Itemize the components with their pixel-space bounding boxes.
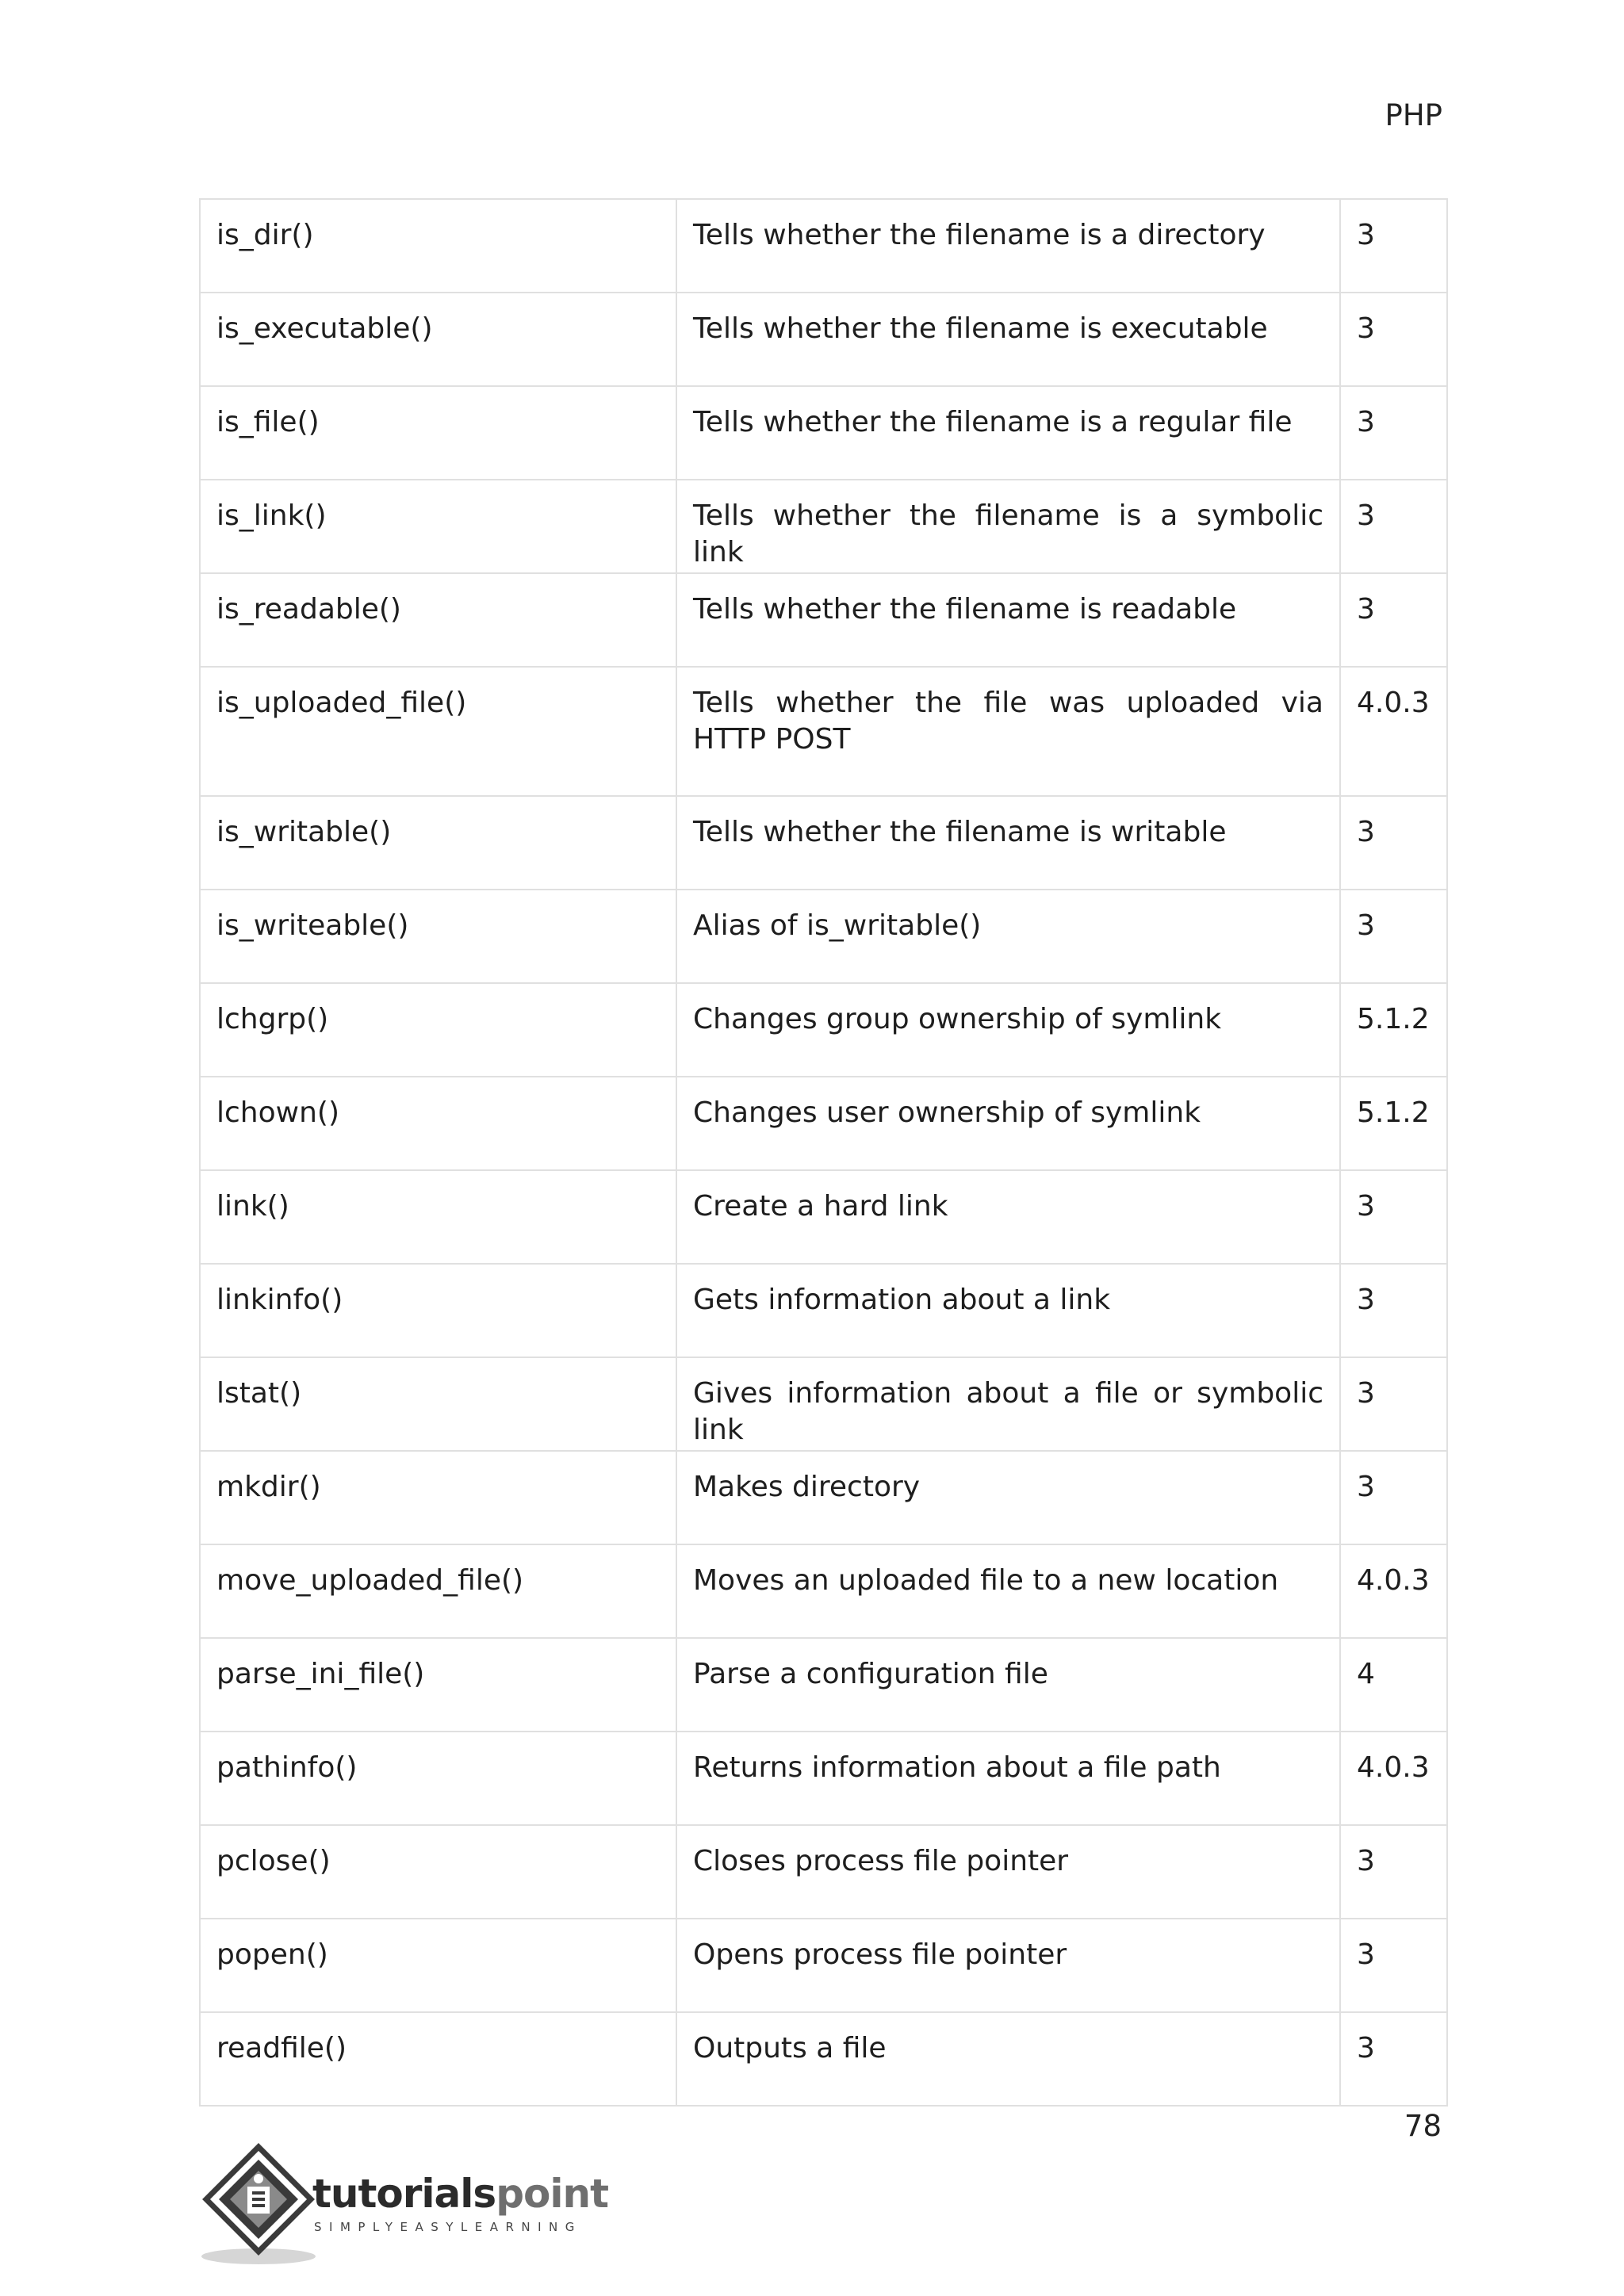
- table-row: [200, 480, 1447, 573]
- table-row: [200, 199, 1447, 293]
- function-cell: pathinfo(): [200, 1732, 676, 1825]
- description-cell: Tells whether the filename is a regular file: [676, 386, 1340, 480]
- description-cell: Changes group ownership of symlink: [676, 983, 1340, 1077]
- function-cell: popen(): [200, 1919, 676, 2012]
- table-row: [200, 2012, 1447, 2106]
- table-row: [200, 573, 1447, 667]
- page-number: 78: [1404, 2109, 1442, 2143]
- function-cell: parse_ini_file(): [200, 1638, 676, 1732]
- function-cell: is_writeable(): [200, 890, 676, 983]
- version-cell: 3: [1340, 890, 1447, 983]
- version-cell: 3: [1340, 1825, 1447, 1919]
- version-cell: 3: [1340, 1264, 1447, 1357]
- function-cell: is_dir(): [200, 199, 676, 293]
- description-cell: Tells whether the filename is writable: [676, 796, 1340, 890]
- table-row: [200, 386, 1447, 480]
- description-cell: Moves an uploaded file to a new location: [676, 1544, 1340, 1638]
- description-cell: Tells whether the filename is a directory: [676, 199, 1340, 293]
- function-cell: mkdir(): [200, 1451, 676, 1544]
- table-row: [200, 1732, 1447, 1825]
- description-cell: Tells whether the filename is readable: [676, 573, 1340, 667]
- logo-word-light: point: [496, 2171, 608, 2217]
- function-cell: lstat(): [200, 1357, 676, 1451]
- description-cell: Outputs a file: [676, 2012, 1340, 2106]
- logo-tagline: SIMPLYEASYLEARNING: [314, 2220, 582, 2234]
- table-row: [200, 1264, 1447, 1357]
- table-row: [200, 796, 1447, 890]
- table-row: [200, 667, 1447, 796]
- version-cell: 3: [1340, 293, 1447, 386]
- function-cell: linkinfo(): [200, 1264, 676, 1357]
- description-cell: Closes process file pointer: [676, 1825, 1340, 1919]
- function-cell: is_readable(): [200, 573, 676, 667]
- description-cell: Alias of is_writable(): [676, 890, 1340, 983]
- description-cell: Tells whether the file was uploaded via HTTP POST: [676, 667, 1340, 796]
- version-cell: 3: [1340, 1451, 1447, 1544]
- function-cell: is_uploaded_file(): [200, 667, 676, 796]
- description-cell: Tells whether the filename is executable: [676, 293, 1340, 386]
- table-row: [200, 890, 1447, 983]
- version-cell: 3: [1340, 386, 1447, 480]
- version-cell: 4.0.3: [1340, 667, 1447, 796]
- page-header-title: PHP: [1385, 98, 1442, 132]
- version-cell: 4: [1340, 1638, 1447, 1732]
- function-cell: is_file(): [200, 386, 676, 480]
- function-cell: lchown(): [200, 1077, 676, 1170]
- tutorialspoint-logo: [195, 2141, 607, 2267]
- table-row: [200, 1451, 1447, 1544]
- table-row: [200, 1077, 1447, 1170]
- version-cell: 3: [1340, 1170, 1447, 1264]
- description-cell: Opens process file pointer: [676, 1919, 1340, 2012]
- version-cell: 4.0.3: [1340, 1544, 1447, 1638]
- table-row: [200, 1825, 1447, 1919]
- table-row: [200, 1544, 1447, 1638]
- version-cell: 3: [1340, 480, 1447, 573]
- version-cell: 4.0.3: [1340, 1732, 1447, 1825]
- function-cell: lchgrp(): [200, 983, 676, 1077]
- version-cell: 3: [1340, 1919, 1447, 2012]
- table-row: [200, 1357, 1447, 1451]
- description-cell: Makes directory: [676, 1451, 1340, 1544]
- description-cell: Create a hard link: [676, 1170, 1340, 1264]
- version-cell: 3: [1340, 2012, 1447, 2106]
- version-cell: 5.1.2: [1340, 983, 1447, 1077]
- version-cell: 5.1.2: [1340, 1077, 1447, 1170]
- logo-word-dark: tutorials: [312, 2171, 496, 2217]
- description-cell: Tells whether the filename is a symbolic link: [676, 480, 1340, 573]
- version-cell: 3: [1340, 199, 1447, 293]
- version-cell: 3: [1340, 573, 1447, 667]
- function-cell: is_executable(): [200, 293, 676, 386]
- logo-wordmark: [312, 2171, 608, 2217]
- description-cell: Parse a configuration file: [676, 1638, 1340, 1732]
- function-cell: readfile(): [200, 2012, 676, 2106]
- function-cell: is_link(): [200, 480, 676, 573]
- function-cell: pclose(): [200, 1825, 676, 1919]
- description-cell: Gets information about a link: [676, 1264, 1340, 1357]
- table-row: [200, 983, 1447, 1077]
- function-cell: is_writable(): [200, 796, 676, 890]
- function-cell: move_uploaded_file(): [200, 1544, 676, 1638]
- description-cell: Changes user ownership of symlink: [676, 1077, 1340, 1170]
- table-row: [200, 293, 1447, 386]
- function-table: [199, 198, 1448, 2107]
- logo-diamond-icon: [195, 2141, 322, 2267]
- table-row: [200, 1170, 1447, 1264]
- description-cell: Gives information about a file or symbolic link: [676, 1357, 1340, 1451]
- description-cell: Returns information about a file path: [676, 1732, 1340, 1825]
- function-cell: link(): [200, 1170, 676, 1264]
- version-cell: 3: [1340, 1357, 1447, 1451]
- version-cell: 3: [1340, 796, 1447, 890]
- table-row: [200, 1919, 1447, 2012]
- table-row: [200, 1638, 1447, 1732]
